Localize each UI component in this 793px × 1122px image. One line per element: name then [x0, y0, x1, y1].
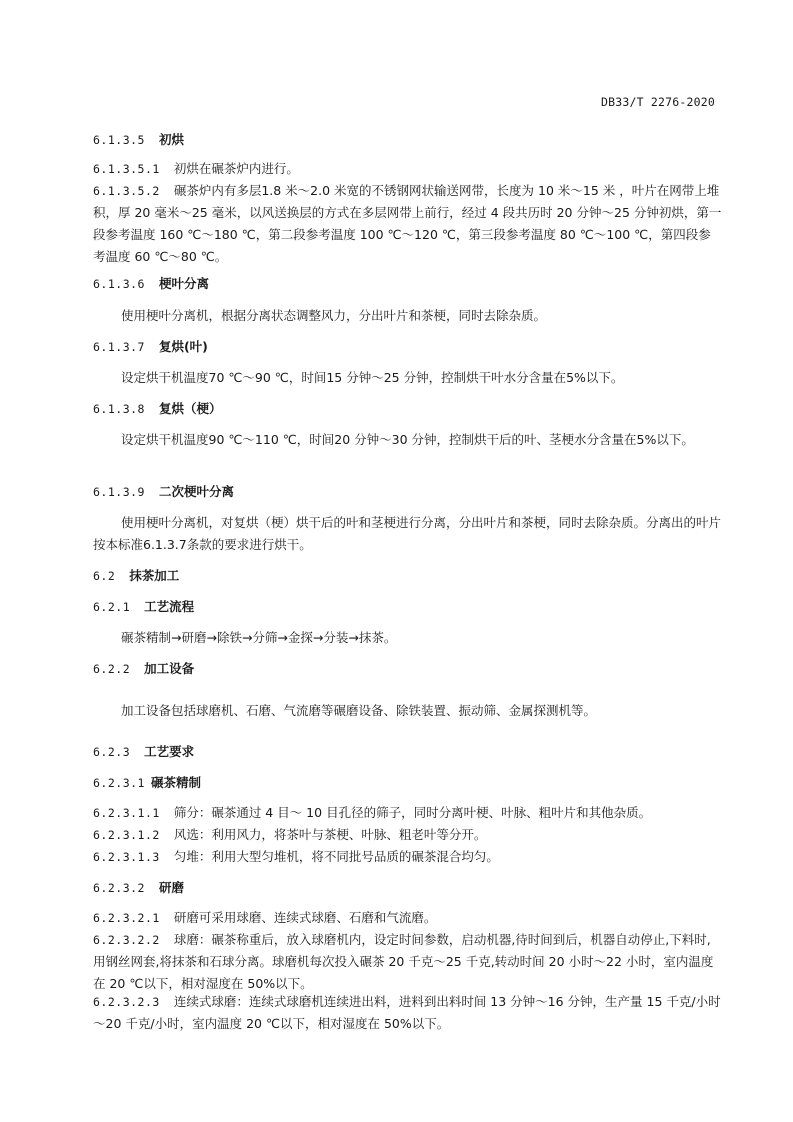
clause-text: 研磨可采用球磨、连续式球磨、石磨和气流磨。 [173, 910, 437, 925]
heading-title: 二次梗叶分离 [158, 484, 234, 499]
paragraph-6-2-1: 碾茶精制→研磨→除铁→分筛→金探→分装→抹茶。 [121, 630, 397, 645]
heading-title: 加工设备 [144, 661, 195, 676]
clause-6-1-3-5-2 [93, 180, 723, 268]
heading-title: 工艺要求 [144, 744, 195, 759]
clause-number: 6.2.3.2.3 [93, 995, 160, 1009]
heading-6-2-1 [93, 596, 723, 618]
heading-title: 碾茶精制 [150, 775, 201, 790]
heading-6-2-3 [93, 741, 723, 763]
heading-title: 工艺流程 [144, 599, 195, 614]
heading-6-1-3-7 [93, 336, 723, 358]
clause-6-2-3-2-3 [93, 991, 723, 1035]
paragraph-6-1-3-6: 使用梗叶分离机，根据分离状态调整风力，分出叶片和茶梗，同时去除杂质。 [121, 308, 547, 323]
clause-text: 初烘在碾茶炉内进行。 [173, 161, 299, 176]
heading-6-1-3-8 [93, 398, 723, 420]
paragraph-6-1-3-9: 使用梗叶分离机，对复烘（梗）烘干后的叶和茎梗进行分离，分出叶片和茶梗，同时去除杂质。分离出的叶片按本标准6.1.3.7条款的要求进行烘干。 [93, 515, 722, 552]
clause-number: 6.2.3.1 [93, 776, 145, 790]
paragraph-6-1-3-7: 设定烘干机温度70 ℃～90 ℃，时间15 分钟～25 分钟，控制烘干叶水分含量在5%以下。 [121, 370, 624, 385]
heading-6-2 [93, 565, 723, 587]
clause-6-1-3-5-1 [93, 158, 723, 180]
clause-number: 6.2.3.1.1 [93, 806, 160, 820]
clause-6-2-3-1-3 [93, 846, 723, 868]
clause-text: 连续式球磨：连续式球磨机连续进出料，进料到出料时间 13 分钟～16 分钟，生产量 15 千克/小时～20 千克/小时，室内温度 20 ℃以下，相对湿度在 50%以下。 [93, 994, 721, 1031]
heading-6-2-2 [93, 658, 723, 680]
clause-number: 6.2.3 [93, 745, 131, 759]
clause-number: 6.2.3.2.2 [93, 933, 160, 947]
heading-title: 复烘（梗） [158, 401, 222, 416]
clause-number: 6.1.3.7 [93, 340, 145, 354]
clause-number: 6.1.3.9 [93, 485, 145, 499]
clause-number: 6.2.3.2.1 [93, 911, 160, 925]
heading-title: 初烘 [158, 132, 184, 147]
clause-text: 碾茶炉内有多层1.8 米～2.0 米宽的不锈钢网状输送网带，长度为 10 米～15 米 ，叶片在网带上堆积，厚 20 毫米～25 毫米，以风送换层的方式在多层网带上前行，经过 4 段共历时 20 分钟～25 分钟初烘，第一段参考温度 160 ℃～180 ℃，第二段参考温度 100 ℃～120 ℃，第三段参考温度 80 ℃～100 ℃，第四段参考温度 60 ℃～80 ℃。 [93, 183, 722, 264]
heading-title: 复烘(叶) [158, 339, 208, 354]
standard-code: DB33/T 2276-2020 [601, 95, 715, 109]
clause-number: 6.1.3.5.2 [93, 184, 160, 198]
clause-text: 风选：利用风力，将茶叶与茶梗、叶脉、粗老叶等分开。 [173, 827, 487, 842]
clause-number: 6.2.2 [93, 662, 131, 676]
clause-6-2-3-1-2 [93, 824, 723, 846]
clause-number: 6.2.1 [93, 600, 131, 614]
heading-title: 研磨 [158, 880, 184, 895]
clause-6-2-3-2-2 [93, 929, 723, 995]
heading-6-1-3-9 [93, 481, 723, 503]
clause-number: 6.1.3.6 [93, 277, 145, 291]
heading-title: 梗叶分离 [158, 276, 209, 291]
heading-6-1-3-6 [93, 273, 723, 295]
clause-number: 6.1.3.5.1 [93, 162, 160, 176]
heading-6-2-3-1 [93, 772, 723, 794]
clause-6-2-3-2-1 [93, 907, 723, 929]
clause-number: 6.1.3.5 [93, 133, 145, 147]
clause-number: 6.2.3.1.3 [93, 850, 160, 864]
clause-text: 球磨：碾茶称重后，放入球磨机内，设定时间参数，启动机器,待时间到后，机器自动停止,下料时,用钢丝网套,将抹茶和石球分离。球磨机每次投入碾茶 20 千克～25 千克,转动时间 20 小时～22 小时，室内温度在 20 ℃以下，相对湿度在 50%以下。 [93, 932, 714, 991]
paragraph-6-1-3-8: 设定烘干机温度90 ℃～110 ℃，时间20 分钟～30 分钟，控制烘干后的叶、茎梗水分含量在5%以下。 [121, 432, 694, 447]
heading-6-2-3-2 [93, 877, 723, 899]
clause-6-2-3-1-1 [93, 802, 723, 824]
heading-6-1-3-5 [93, 129, 723, 151]
clause-text: 匀堆：利用大型匀堆机，将不同批号品质的碾茶混合均匀。 [173, 849, 499, 864]
clause-number: 6.1.3.8 [93, 402, 145, 416]
clause-number: 6.2.3.1.2 [93, 828, 160, 842]
clause-number: 6.2 [93, 569, 116, 583]
clause-text: 筛分：碾茶通过 4 目～ 10 目孔径的筛子，同时分离叶梗、叶脉、粗叶片和其他杂质。 [173, 805, 652, 820]
paragraph-6-2-2: 加工设备包括球磨机、石磨、气流磨等碾磨设备、除铁装置、振动筛、金属探测机等。 [121, 703, 597, 718]
heading-title: 抹茶加工 [129, 568, 180, 583]
clause-number: 6.2.3.2 [93, 881, 145, 895]
